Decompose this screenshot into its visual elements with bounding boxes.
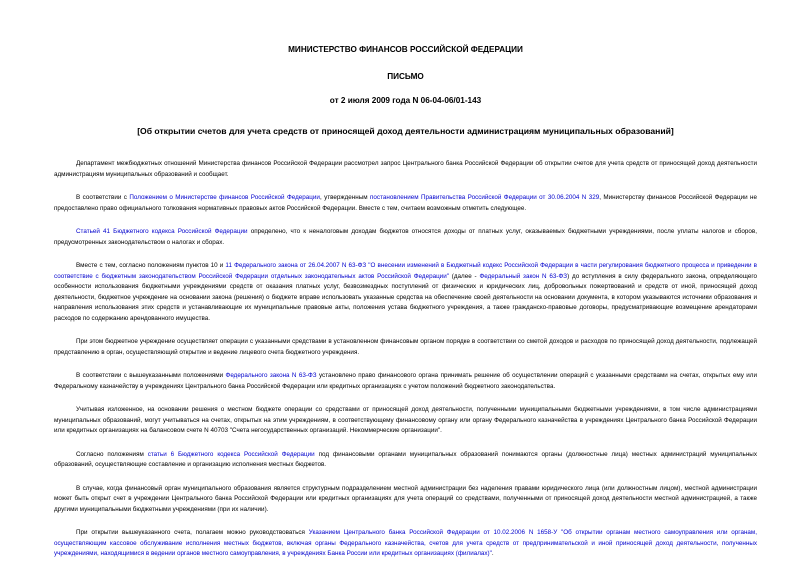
body-paragraph — [54, 337, 757, 358]
paragraph-text: ) до вступления в силу федерального закона, определяющего особенности использования бюджетными учреждениями средств от оказания платных услуг, безвозмездных поступлений от физических и юридических лиц, добровольных пожертвований и средств от иной, приносящей доход деятельности, бюджетное учреждение на основании закона (решения) о бюджете вправе использовать указанные средства на обеспечение своей деятельности на основании документа, в котором указываются источники образования и направления использования этих средств и устанавливающие их муниципальные правовые акты, положения устава бюджетного учреждения, а также гражданско-правовые договоры, предусматривающие возмещение арендаторами расходов по содержанию арендованного имущества. — [54, 272, 757, 322]
body-paragraph — [54, 193, 757, 214]
document-link[interactable]: Федерального закона от 26.04.2007 N 63-ФЗ "О внесении изменений в Бюджетный кодекс Российской Федерации в части регулирования бюджетного процесса и приведении в соответствие с бюджетным законодательством Российской Федерации отдельных законодательных актов Российской Федерации" — [54, 262, 757, 280]
paragraph-text: . — [491, 550, 494, 557]
paragraph-text: При открытии вышеуказанного счета, полагаем можно руководствоваться — [76, 529, 309, 536]
document-link[interactable]: Указанием Центрального банка Российской Федерации от 10.02.2006 N 1658-У "Об открытии органам местного самоуправления или органам, осуществляющим кассовое обслуживание исполнения местных бюджетов, включая органы Федерального казначейства, счетов для учета средств от предпринимательской и иной приносящей доход деятельности, полученных учреждениями, находящимися в ведении органов местного самоуправления, в учреждениях Банка России или кредитных организациях (филиалах)" — [54, 529, 757, 557]
paragraph-text: В соответствии с вышеуказанными положениями — [76, 372, 226, 379]
document-link[interactable]: Статьей 41 Бюджетного кодекса Российской Федерации — [76, 228, 248, 235]
paragraph-text: (далее - — [448, 272, 480, 280]
paragraph-text: Согласно положениям — [76, 450, 148, 458]
body-paragraph — [54, 159, 757, 180]
document-link[interactable]: 11 — [225, 262, 232, 269]
paragraph-text: под финансовыми органами муниципальных образований понимаются органы (должностные лица) местных администраций муниципальных образований, осуществляющие составление и организацию исполнения местных бюджетов. — [54, 450, 757, 468]
body-paragraph — [54, 227, 757, 248]
paragraph-text: , Министерству финансов Российской Федерации не предоставлено право официального толкования нормативных правовых актов Российской Федерации. Вместе с тем, считаем возможным отметить следующее. — [54, 194, 758, 212]
body-paragraph — [54, 371, 757, 392]
issuer-title: МИНИСТЕРСТВО ФИНАНСОВ РОССИЙСКОЙ ФЕДЕРАЦИИ — [288, 45, 523, 54]
paragraph-text: Учитывая изложенное, на основании решения о местном бюджете операции со средствами от приносящей доход деятельности, полученными муниципальными бюджетными учреждениями, в том числе администрациями муниципальных образований, могут учитываться на счетах, открытых на этим учреждениям, в соответствующему финансовому органу или органу Федерального казначейства в учреждениях Центрального банка Российской Федерации или кредитных организациях на балансовом счете N 40703 "Счета негосударственных организаций. Некоммерческие организации". — [54, 406, 757, 434]
body-paragraph — [54, 484, 757, 516]
document-kind: ПИСЬМО — [387, 72, 424, 81]
document-body — [54, 159, 757, 560]
document-link[interactable]: Положением о Министерстве финансов Российской Федерации — [129, 194, 320, 201]
body-paragraph — [54, 405, 757, 437]
paragraph-text: Департамент межбюджетных отношений Министерства финансов Российской Федерации рассмотрел запрос Центрального банка Российской Федерации об открытии счетов для учета средств от приносящей доход деятельности администрациям муниципальных образований и сообщает. — [54, 160, 757, 178]
paragraph-text: , утвержденным — [319, 194, 371, 201]
body-paragraph — [54, 261, 757, 324]
paragraph-text: определено, что к неналоговым доходам бюджетов относятся доходы от платных услуг, оказываемых бюджетными учреждениями, после уплаты налогов и сборов, предусмотренных законодательством о налогах и сборах. — [54, 228, 757, 246]
paragraph-text: В случае, когда финансовый орган муниципального образования является структурным подразделением местной администрации без наделения правами юридического лица (или должностным лицом), местной администрации может быть открыт счет в учреждении Центрального банка Российской Федерации или кредитных организациях для учета операций со средствами, полученными от приносящей доход деятельности местной администрацией, а также другими муниципальными бюджетными учреждениями (при их наличии). — [54, 484, 757, 513]
document-subject: [Об открытии счетов для учета средств от приносящей доход деятельности администрациям муниципальных образований] — [137, 126, 674, 136]
paragraph-text: Вместе с тем, согласно положениям пунктов 10 и — [76, 262, 226, 269]
body-paragraph — [54, 528, 757, 560]
document-link[interactable]: Федеральный закон N 63-ФЗ — [479, 272, 568, 280]
document-link[interactable]: постановлением Правительства Российской Федерации от 30.06.2004 N 329 — [370, 194, 600, 201]
document-link[interactable]: Федерального закона N 63-ФЗ — [225, 372, 317, 379]
body-paragraph — [54, 450, 757, 471]
paragraph-text: В соответствии с — [76, 194, 130, 201]
document-date-number: от 2 июля 2009 года N 06-04-06/01-143 — [329, 96, 482, 105]
paragraph-text: установлено право финансового органа принимать решение об осуществлении операций с указанными средствами на счетах, открытых ему или Федеральному казначейству в учреждениях Центрального банка Российской Федерации или кредитных организациях с учетом положений бюджетного законодательства. — [54, 372, 757, 390]
document-link[interactable]: статьи 6 Бюджетного кодекса Российской Федерации — [147, 450, 315, 458]
paragraph-text: При этом бюджетное учреждение осуществляет операции с указанными средствами в установленном финансовым органом порядке в соответствии со сметой доходов и расходов по приносящей доход деятельности, подлежащей представлению в орган, осуществляющий открытие и ведение лицевого счета бюджетного учреждения. — [54, 338, 757, 356]
